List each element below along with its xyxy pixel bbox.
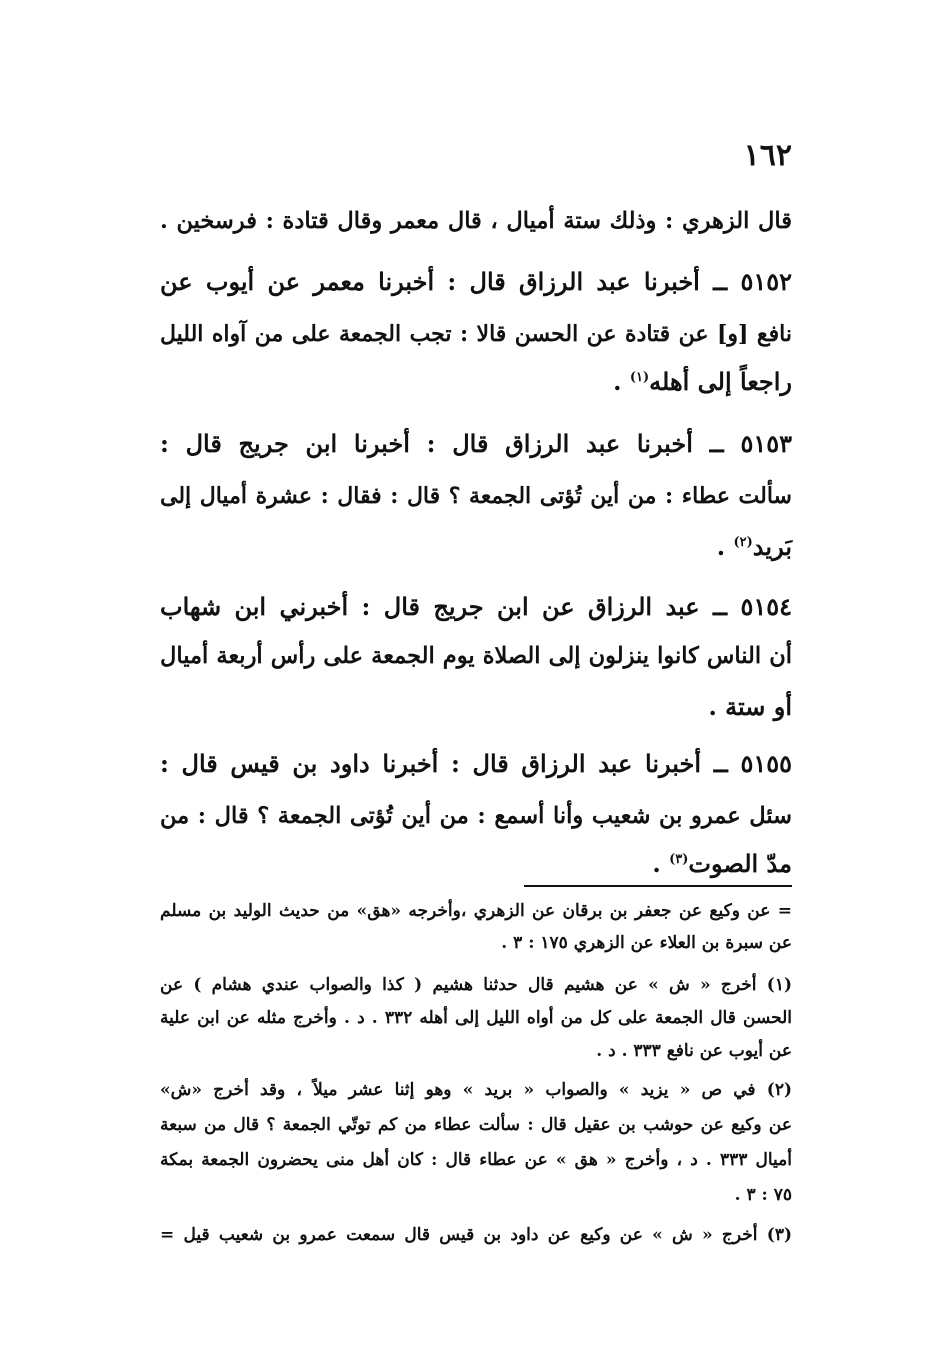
footnote-line: عن سبرة بن العلاء عن الزهري ١٧٥ : ٣ . (501, 933, 792, 953)
text-line: ٥١٥٣ ــ أخبرنا عبد الرزاق قال : أخبرنا ابن جريج قال : (160, 429, 792, 458)
footnote-line: عن أيوب عن نافع ٣٣٣ . د . (596, 1041, 792, 1061)
text-line: بَريد$^{(٢)}$ . (716, 532, 792, 561)
text-line: مدّ الصوت$^{(٣)}$ . (652, 849, 792, 878)
text-line: سئل عمرو بن شعيب وأنا أسمع : من أين تُؤتى الجمعة ؟ قال : من (160, 803, 792, 829)
footnote-line: الحسن قال الجمعة على كل من أواه الليل إلى أهله ٣٣٢ . د . وأخرج مثله عن ابن علية (160, 1008, 792, 1028)
text-line: ٥١٥٤ ــ عبد الرزاق عن ابن جريج قال : أخبرني ابن شهاب (160, 592, 792, 621)
page-number: ١٦٢ (743, 138, 792, 173)
text-line: سألت عطاء : من أين تُؤتى الجمعة ؟ قال : فقال : عشرة أميال إلى (160, 483, 792, 509)
footnote-line: ٧٥ : ٣ . (734, 1185, 792, 1205)
footnote-line: أميال ٣٣٣ . د ، وأخرج « هق » عن عطاء قال : كان أهل منى يحضرون الجمعة بمكة (160, 1150, 792, 1170)
footnote-line: (٢) في ص « يزيد » والصواب « بريد » وهو إثنا عشر ميلاً ، وقد أخرج «ش» (160, 1080, 792, 1100)
text-line: قال الزهري : وذلك ستة أميال ، قال معمر وقال قتادة : فرسخين . (160, 208, 792, 234)
text-line: راجعاً إلى أهله$^{(١)}$ . (613, 367, 792, 396)
footnote-line: (٣) أخرج « ش » عن وكيع عن داود بن قيس قال سمعت عمرو بن شعيب قيل = (160, 1225, 792, 1245)
text-line: أو ستة . (708, 692, 792, 721)
text-line: نافع [و] عن قتادة عن الحسن قالا : تجب الجمعة على من آواه الليل (160, 321, 792, 347)
footnote-line: (١) أخرج « ش » عن هشيم قال حدثنا هشيم ( كذا والصواب عندي هشام ) عن (160, 975, 792, 995)
text-line: ٥١٥٢ ــ أخبرنا عبد الرزاق قال : أخبرنا معمر عن أيوب عن (160, 267, 792, 296)
footnote-marker: (٢) (733, 535, 753, 550)
footnote-marker: (٣) (669, 852, 689, 867)
text-line: ٥١٥٥ ــ أخبرنا عبد الرزاق قال : أخبرنا داود بن قيس قال : (160, 749, 792, 778)
footnote-marker: (١) (629, 370, 650, 385)
footnote-separator (524, 885, 792, 887)
footnote-line: عن وكيع عن حوشب بن عقيل قال : سألت عطاء من كم توتّي الجمعة ؟ قال من سبعة (160, 1115, 792, 1135)
footnote-line: = عن وكيع عن جعفر بن برقان عن الزهري ،وأخرجه «هق» من حديث الوليد بن مسلم (160, 901, 792, 921)
text-line: أن الناس كانوا ينزلون إلى الصلاة يوم الجمعة على رأس أربعة أميال (160, 643, 792, 669)
